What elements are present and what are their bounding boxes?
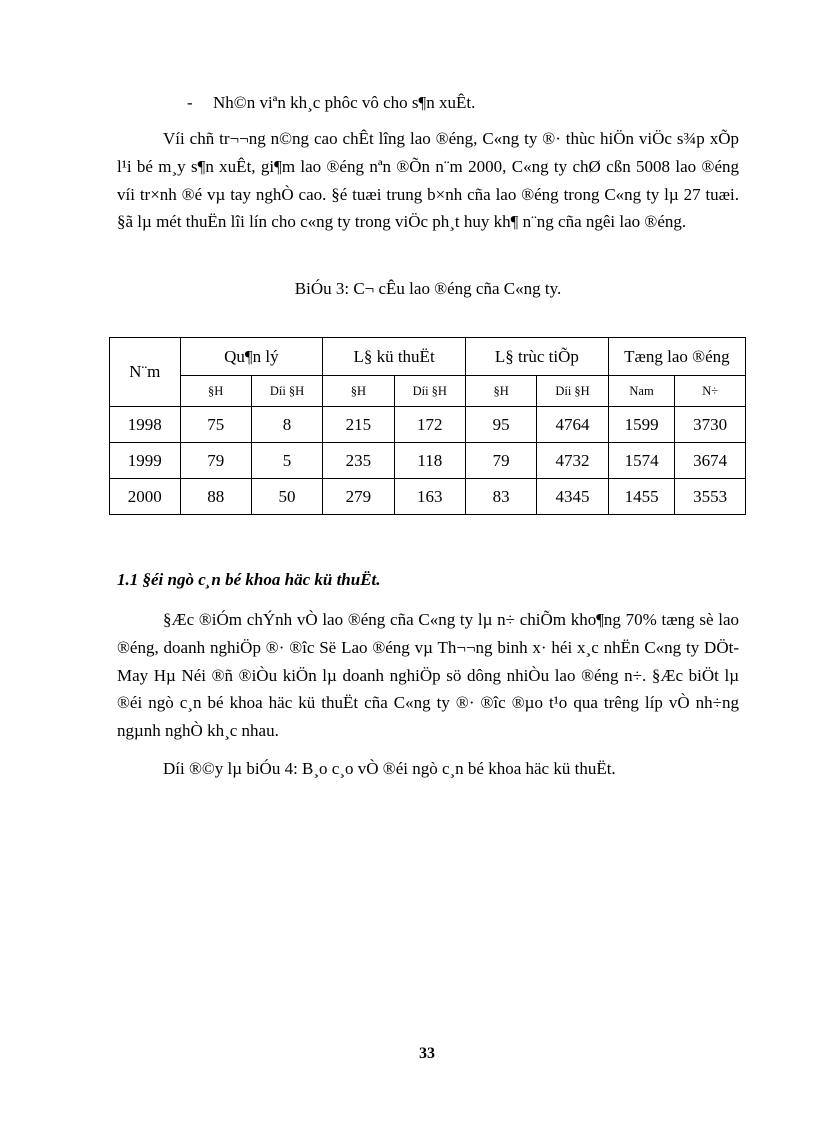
table-cell: 235 bbox=[323, 443, 394, 479]
paragraph-workforce-restructure: Víi chñ tr¬¬ng n©ng cao chÊt lîng lao ®éng, C«ng ty ®· thùc hiÖn viÖc s¾p xÕp l¹i bé m¸y s¶n xuÊt, gi¶m lao ®éng nªn ®Õn n¨m 2000, C«ng ty chØ cßn 5008 lao ®éng víi tr×nh ®é vµ tay nghÒ cao. §é tuæi trung b×nh cña lao ®éng trong C«ng ty lµ 27 tuæi. §ã lµ mét thuËn lîi lín cho c«ng ty trong viÖc ph¸t huy kh¶ n¨ng cña ngêi lao ®éng. bbox=[117, 129, 739, 232]
table-cell: 79 bbox=[465, 443, 536, 479]
subheader-cell: Díi §H bbox=[394, 376, 465, 407]
bullet-text: Nh©n viªn kh¸c phôc vô cho s¶n xuÊt. bbox=[213, 93, 476, 112]
table-cell: 1455 bbox=[608, 479, 675, 515]
table-cell: 4764 bbox=[537, 407, 609, 443]
table-cell: 4732 bbox=[537, 443, 609, 479]
table-cell: 88 bbox=[180, 479, 251, 515]
subheader-cell: N÷ bbox=[675, 376, 746, 407]
labor-structure-table bbox=[109, 337, 746, 515]
table-cell: 163 bbox=[394, 479, 465, 515]
paragraph-report-intro: Díi ®©y lµ biÓu 4: B¸o c¸o vÒ ®éi ngò c¸n bé khoa häc kü thuËt. bbox=[163, 759, 616, 778]
table-row bbox=[110, 443, 746, 479]
subheader-cell: §H bbox=[323, 376, 394, 407]
year-cell: 2000 bbox=[110, 479, 181, 515]
subheader-cell: Díi §H bbox=[537, 376, 609, 407]
table-cell: 3553 bbox=[675, 479, 746, 515]
table-cell: 279 bbox=[323, 479, 394, 515]
table-cell: 118 bbox=[394, 443, 465, 479]
subheader-cell: Nam bbox=[608, 376, 675, 407]
table-row bbox=[110, 407, 746, 443]
bullet-item bbox=[187, 92, 475, 114]
table-cell: 1574 bbox=[608, 443, 675, 479]
table-row bbox=[110, 479, 746, 515]
table-cell: 172 bbox=[394, 407, 465, 443]
paragraph-technical-staff: §Æc ®iÓm chÝnh vÒ lao ®éng cña C«ng ty lµ n÷ chiÕm kho¶ng 70% tæng sè lao ®éng, doanh nghiÖp ®· ®îc Së Lao ®éng vµ Th¬¬ng binh x· héi x¸c nhËn C«ng ty DÖt-May Hµ Néi ®ñ ®iÒu kiÖn lµ doanh nghiÖp sö dông nhiÒu lao ®éng n÷. §Æc biÖt lµ ®éi ngò c¸n bé khoa häc kü thuËt cña C«ng ty ®· ®îc ®µo t¹o qua trêng líp vÒ nh÷ng ngµnh nghÒ kh¸c nhau. bbox=[117, 610, 739, 741]
table-cell: 5 bbox=[251, 443, 322, 479]
page-number: 33 bbox=[419, 1045, 435, 1062]
table-cell: 215 bbox=[323, 407, 394, 443]
bullet-marker: - bbox=[187, 93, 193, 112]
table-cell: 79 bbox=[180, 443, 251, 479]
year-cell: 1999 bbox=[110, 443, 181, 479]
group-header: L§ trùc tiÕp bbox=[465, 338, 608, 376]
section-heading: 1.1 §éi ngò c¸n bé khoa häc kü thuËt. bbox=[117, 570, 381, 589]
table-cell: 3730 bbox=[675, 407, 746, 443]
table-cell: 4345 bbox=[537, 479, 609, 515]
table-cell: 3674 bbox=[675, 443, 746, 479]
table-cell: 83 bbox=[465, 479, 536, 515]
table-header-row bbox=[110, 338, 746, 376]
subheader-cell: §H bbox=[180, 376, 251, 407]
group-header: L§ kü thuËt bbox=[323, 338, 466, 376]
year-cell: 1998 bbox=[110, 407, 181, 443]
subheader-cell: §H bbox=[465, 376, 536, 407]
table-caption: BiÓu 3: C¬ cÊu lao ®éng cña C«ng ty. bbox=[294, 279, 562, 298]
table-cell: 75 bbox=[180, 407, 251, 443]
table-subheader-row bbox=[110, 376, 746, 407]
table-cell: 8 bbox=[251, 407, 322, 443]
group-header: Qu¶n lý bbox=[180, 338, 323, 376]
table-cell: 95 bbox=[465, 407, 536, 443]
group-header: Tæng lao ®éng bbox=[608, 338, 745, 376]
year-header: N¨m bbox=[110, 338, 181, 407]
subheader-cell: Díi §H bbox=[251, 376, 322, 407]
table-cell: 1599 bbox=[608, 407, 675, 443]
table-cell: 50 bbox=[251, 479, 322, 515]
